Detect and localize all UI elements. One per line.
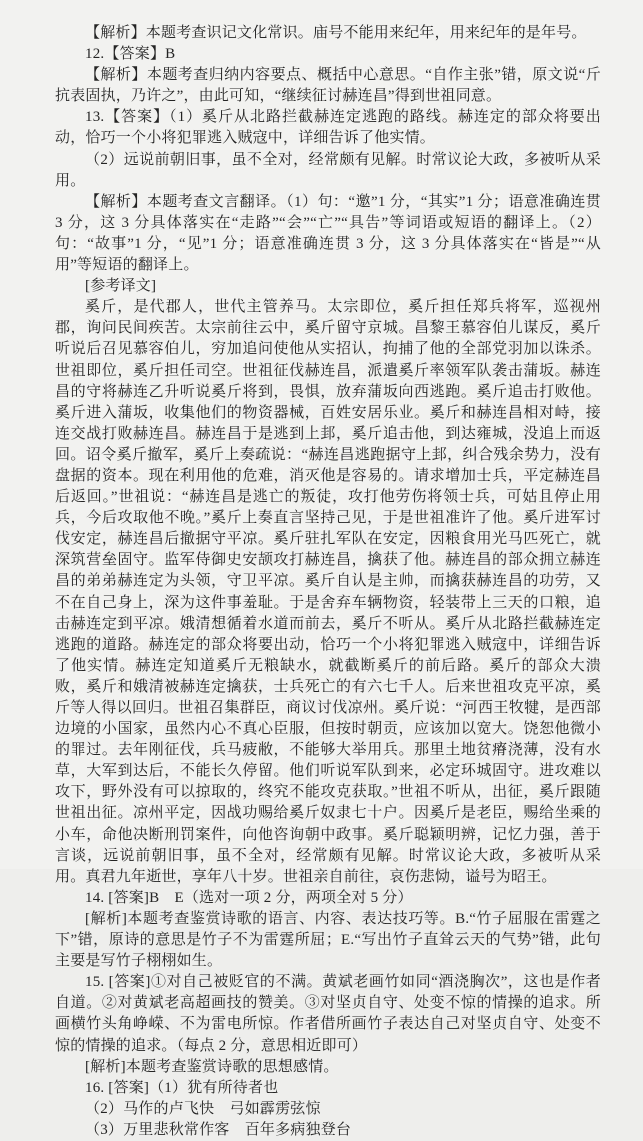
paragraph-q13-answer-1: 13.【答案】（1）奚斤从北路拦截赫连定逃跑的路线。赫连定的部众将要出动，恰巧一个小将犯罪逃入贼寇中，详细告诉了他实情。: [55, 109, 601, 147]
paragraph-reference-translation: 奚斤，是代郡人，世代主管养马。太宗即位，奚斤担任郑兵将军，巡视州郡，询问民间疾苦。太宗前往云中，奚斤留守京城。昌黎王慕容伯儿谋反，奚斤听说后召见慕容伯儿，穷加追问使他从实招认，拘捕了他的全部党羽加以诛杀。世祖即位，奚斤担任司空。世祖征伐赫连昌，派遣奚斤率领军队袭击蒲坂。赫连昌的守将赫连乙升听说奚斤将到，畏惧，放弃蒲坂向西逃跑。奚斤追击打败他。奚斤进入蒲坂，收集他们的物资器械，百姓安居乐业。奚斤和赫连昌相对峙，接连交战打败赫连昌。赫连昌于是逃到上邽，奚斤追击他，到达雍城，没追上而返回。诏令奚斤撤军，奚斤上奏疏说：“赫连昌逃跑据守上邽，纠合残余势力，没有盘据的资本。现在利用他的危难，消灭他是容易的。请求增加士兵，平定赫连昌后返回。”世祖说：“赫连昌是逃亡的叛徒，攻打他劳伤将领士兵，可姑且停止用兵，今后攻取他不晚。”奚斤上奏直言坚持己见，于是世祖准许了他。奚斤进军讨伐安定，赫连昌后撤据守平凉。奚斤驻扎军队在安定，因粮食用光马匹死亡，就深筑营垒固守。监军侍御史安颉攻打赫连昌，擒获了他。赫连昌的部众拥立赫连昌的弟弟赫连定为头领，守卫平凉。奚斤自认是主帅，而擒获赫连昌的功劳，又不在自己身上，深为这件事羞耻。于是舍弃车辆物资，轻装带上三天的口粮，追击赫连定到平凉。娥清想循着水道而前去，奚斤不听从。奚斤从北路拦截赫连定逃跑的道路。赫连定的部众将要出动，恰巧一个小将犯罪逃入贼寇中，详细告诉了他实情。赫连定知道奚斤无粮缺水，就截断奚斤的前后路。奚斤的部众大溃败，奚斤和娥清被赫连定擒获，士兵死亡的有六七千人。后来世祖攻克平凉，奚斤等人得以回归。世祖召集群臣，商议讨伐凉州。奚斤说：“河西王牧犍，是西部边境的小国家，虽然内心不真心臣服，但按时朝贡，应该加以宽大。饶恕他微小的罪过。去年刚征伐，兵马疲敝，不能够大举用兵。那里土地贫瘠浇薄，没有水草，大军到达后，不能长久停留。他们听说军队到来，必定环城固守。进攻难以攻下，野外没有可以掠取的，终究不能攻克获取。”世祖不听从，出征，奚斤跟随世祖出征。凉州平定，因战功赐给奚斤奴隶七十户。因奚斤是老臣，赐给坐乘的小车，命他决断刑罚案件，向他咨询朝中政事。奚斤聪颖明辨，记忆力强，善于言谈，远说前朝旧事，虽不全对，经常颇有见解。时常议论大政，多被听从采用。真君九年逝世，享年八十岁。世祖亲自前往，哀伤悲恸，谥号为昭王。: [55, 299, 601, 885]
paragraph-q16-answer-2: （2）马作的卢飞快 弓如霹雳弦惊: [85, 1100, 321, 1117]
paragraph-q13-answer-2: （2）远说前朝旧事，虽不全对，经常颇有见解。时常议论大政，多被听从采用。: [55, 151, 601, 189]
paragraph-q15-answer: 15. [答案]①对自己被贬官的不满。黄斌老画竹如同“酒浇胸次”，这也是作者自道。②对黄斌老高超画技的赞美。③对坚贞自守、处变不惊的情操的追求。所画横竹头角峥嵘、不为雷电所惊。作者借所画竹子表达自己对坚贞自守、处变不惊的情操的追求。（每点 2 分，意思相近即可）: [55, 974, 601, 1054]
paragraph-q16-answer-1: 16. [答案]（1）犹有所待者也: [85, 1079, 279, 1096]
paragraph-q15-analysis: [解析]本题考查鉴赏诗歌的思想感情。: [85, 1058, 339, 1075]
paragraph-q12-analysis: 【解析】本题考查归纳内容要点、概括中心意思。“自作主张”错，原文说“斤抗表固执，乃许之”，由此可知，“继续征讨赫连昌”得到世祖同意。: [55, 67, 601, 105]
paragraph-reference-translation-heading: [参考译文]: [85, 278, 157, 295]
paragraph-q14-answer: 14. [答案]B E（选对一项 2 分，两项全对 5 分）: [85, 889, 413, 906]
answer-key-body: [55, 23, 601, 1141]
paragraph-q13-analysis: 【解析】本题考查文言翻译。（1）句：“邀”1 分，“其实”1 分；语意准确连贯 3 分，这 3 分具体落实在“走路”“会”“亡”“具告”等词语或短语的翻译上。（2）句：“故事”1 分，“见”1 分；语意准确连贯 3 分，这 3 分具体落实在“皆是”“从用”等短语的翻译上。: [55, 193, 601, 274]
paragraph-q14-analysis: [解析]本题考查鉴赏诗歌的语言、内容、表达技巧等。B.“竹子屈服在雷霆之下”错，原诗的意思是竹子不为雷霆所屈；E.“写出竹子直耸云天的气势”错，此句主要是写竹子栩栩如生。: [55, 910, 601, 970]
paragraph-q11-analysis: 【解析】本题考查识记文化常识。庙号不能用来纪年，用来纪年的是年号。: [85, 25, 587, 41]
paragraph-q16-answer-3: （3）万里悲秋常作客 百年多病独登台: [85, 1121, 352, 1138]
paragraph-q12-answer: 12.【答案】B: [85, 46, 176, 63]
